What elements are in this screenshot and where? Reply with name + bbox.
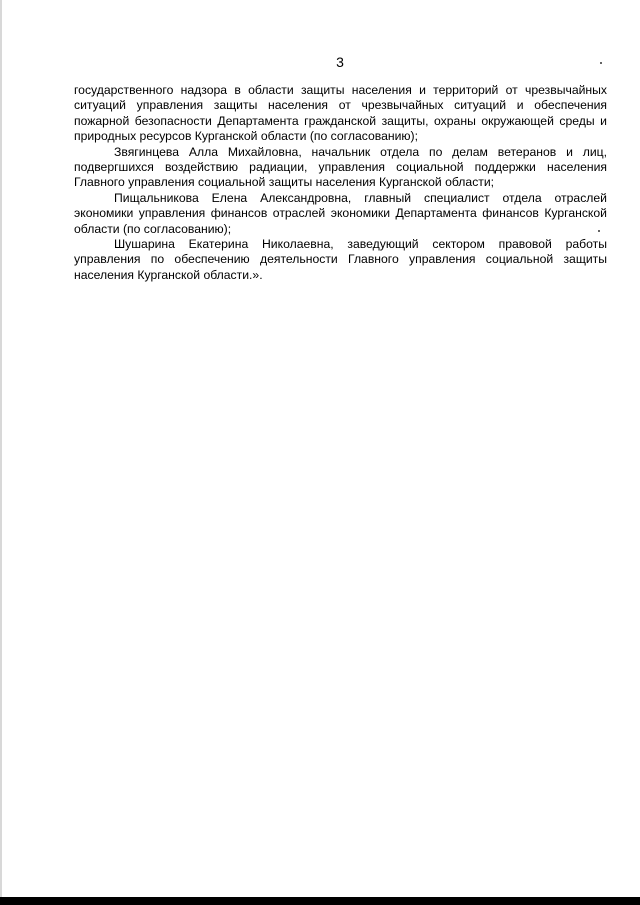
- paragraph-shusharina: Шушарина Екатерина Николаевна, заведующий сектором правовой работы управления по обеспечению деятельности Главного управления социальной защиты населения Курганской области.».: [74, 237, 607, 282]
- scan-left-edge: [0, 0, 2, 905]
- paragraph-pishchalnikova: Пищальникова Елена Александровна, главный специалист отдела отраслей экономики управления финансов отраслей экономики Департамента финансов Курганской области (по согласованию);: [74, 190, 607, 236]
- paragraph-continuation: государственного надзора в области защиты населения и территорий от чрезвычайных ситуаций управления защиты населения от чрезвычайных ситуаций и обеспечения пожарной безопасности Департамента гражданской защиты, охраны окружающей среды и природных ресурсов Курганской области (по согласованию);: [74, 83, 607, 144]
- scan-bottom-edge: [0, 897, 640, 905]
- document-body: [74, 83, 607, 283]
- paragraph-zvyagintseva: Звягинцева Алла Михайловна, начальник отдела по делам ветеранов и лиц, подвергшихся воздействию радиации, управления социальной поддержки населения Главного управления социальной защиты населения Курганской области;: [74, 144, 607, 190]
- scan-speck: [600, 62, 602, 64]
- page-number: 3: [336, 54, 344, 70]
